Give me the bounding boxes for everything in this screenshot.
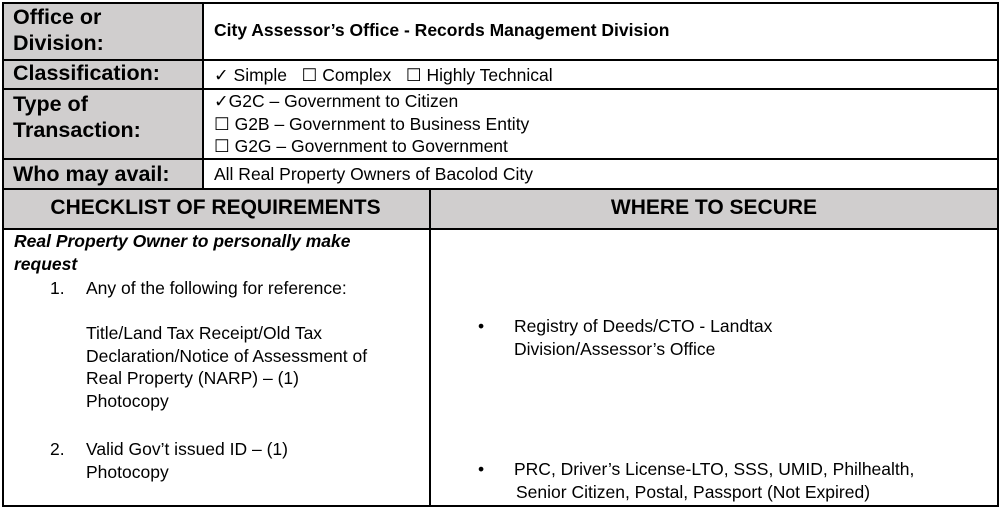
requirement-1-detail: Title/Land Tax Receipt/Old Tax Declaration/Notice of Assessment of Real Property (NARP) – (1) Photocopy bbox=[86, 323, 368, 411]
empty-checkbox-icon: ☐ bbox=[405, 65, 422, 85]
classification-options bbox=[214, 64, 553, 87]
requirement-2-text: Valid Gov’t issued ID – (1) Photocopy bbox=[86, 439, 288, 482]
checkbox-highly-technical: ☐ Highly Technical bbox=[405, 65, 553, 85]
requirement-1-text: Any of the following for reference: bbox=[86, 278, 347, 298]
column-divider-label bbox=[202, 2, 204, 189]
transaction-option-g2g: ☐ G2G – Government to Government bbox=[214, 136, 508, 156]
empty-checkbox-icon: ☐ bbox=[301, 65, 318, 85]
transaction-option-g2c: ✓G2C – Government to Citizen bbox=[214, 91, 459, 111]
where-header: WHERE TO SECURE bbox=[610, 196, 818, 219]
checklist-header: CHECKLIST OF REQUIREMENTS bbox=[50, 196, 381, 219]
bullet-icon: • bbox=[478, 316, 485, 336]
who-label: Who may avail: bbox=[13, 162, 170, 186]
check-icon: ✓ bbox=[214, 91, 229, 111]
column-divider-checklist bbox=[429, 189, 431, 507]
requirement-1-number: 1. bbox=[50, 278, 65, 298]
who-value: All Real Property Owners of Bacolod City bbox=[214, 164, 534, 184]
row-divider bbox=[2, 188, 999, 190]
check-icon: ✓ bbox=[214, 65, 229, 85]
requirement-2-number: 2. bbox=[50, 439, 65, 459]
transaction-label: Type of Transaction: bbox=[13, 92, 141, 142]
office-value: City Assessor’s Office - Records Management Division bbox=[214, 20, 670, 40]
requirements-intro: Real Property Owner to personally make request bbox=[14, 231, 351, 274]
office-label: Office or Division: bbox=[13, 5, 104, 55]
classification-label: Classification: bbox=[13, 61, 160, 85]
checkbox-complex: ☐ Complex bbox=[301, 65, 392, 85]
transaction-option-g2b: ☐ G2B – Government to Business Entity bbox=[214, 114, 530, 134]
table-border-bottom bbox=[2, 505, 999, 507]
row-divider bbox=[2, 158, 999, 160]
bullet-icon: • bbox=[478, 459, 485, 479]
empty-checkbox-icon: ☐ bbox=[214, 114, 230, 134]
row-divider bbox=[2, 88, 999, 90]
table-border-right bbox=[997, 2, 999, 507]
checkbox-simple: ✓ Simple bbox=[214, 65, 288, 85]
empty-checkbox-icon: ☐ bbox=[214, 136, 230, 156]
where-item-2: PRC, Driver’s License-LTO, SSS, UMID, Philhealth, Senior Citizen, Postal, Passport (Not Expired) bbox=[514, 459, 915, 502]
where-item-1: Registry of Deeds/CTO - Landtax Division/Assessor’s Office bbox=[514, 316, 773, 359]
